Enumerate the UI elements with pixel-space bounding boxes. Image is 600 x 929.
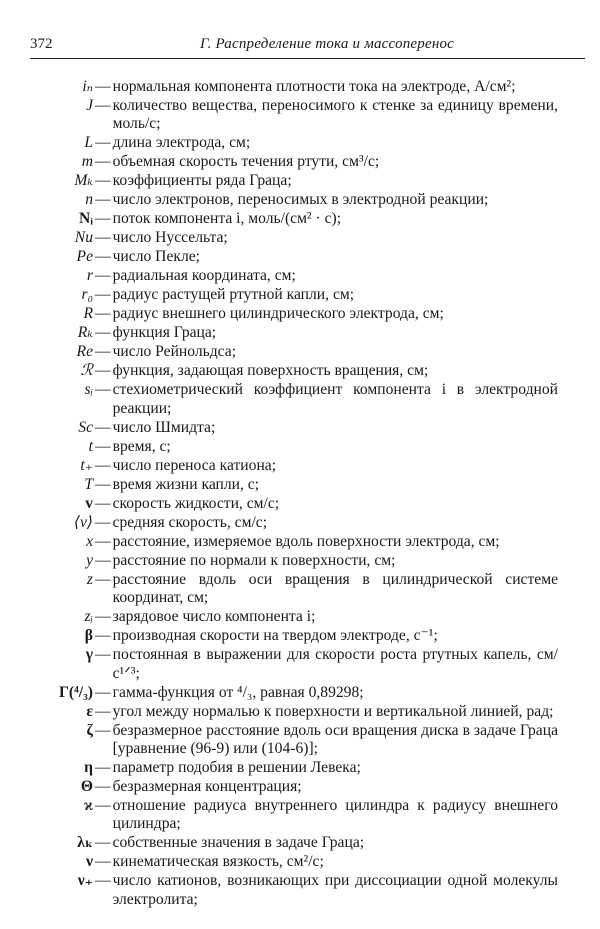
em-dash: —: [95, 418, 111, 436]
list-item: [0, 153, 600, 171]
definition: безразмерная концентрация;: [112, 778, 302, 796]
em-dash: —: [95, 343, 111, 361]
symbol: β: [84, 627, 93, 645]
em-dash: —: [95, 191, 111, 209]
list-item: [0, 834, 600, 852]
em-dash: —: [95, 627, 111, 645]
symbol: J: [86, 97, 93, 114]
definition: кинематическая вязкость, см²/с;: [112, 853, 324, 871]
definition: длина электрода, см;: [112, 134, 251, 152]
list-item: [0, 759, 600, 777]
em-dash: —: [95, 702, 111, 720]
em-dash: —: [95, 683, 111, 701]
em-dash: —: [95, 210, 111, 228]
symbol: R: [83, 305, 93, 323]
symbol: t: [88, 437, 93, 455]
symbol: γ: [85, 646, 93, 664]
list-item: [0, 457, 600, 475]
list-item: [0, 419, 600, 437]
definition: безразмерное расстояние вдоль оси вращения диска в задаче Граца [уравнение (96-9) или (104-6)];: [112, 721, 558, 758]
em-dash: —: [95, 78, 111, 95]
em-dash: —: [95, 172, 111, 190]
definition: собственные значения в задаче Граца;: [112, 834, 365, 852]
list-item: [0, 872, 600, 909]
symbol: Sc: [78, 418, 93, 436]
symbol: ν₊: [77, 872, 93, 890]
definition: параметр подобия в решении Левека;: [112, 759, 361, 777]
definition: угол между нормалью к поверхности и вертикальной линией, рад;: [112, 702, 554, 720]
definition: отношение радиуса внутреннего цилиндра к радиусу внешнего цилиндра;: [112, 797, 558, 833]
em-dash: —: [95, 778, 111, 796]
symbol: ⟨v⟩: [73, 513, 93, 531]
symbol: iₙ: [82, 78, 93, 95]
list-item: [0, 722, 600, 759]
definition: зарядовое число компонента i;: [112, 608, 316, 626]
list-item: [0, 210, 600, 228]
symbol: T: [84, 475, 93, 493]
em-dash: —: [95, 872, 111, 890]
list-item: [0, 552, 600, 570]
definition: число Рейнольдса;: [112, 343, 237, 361]
em-dash: —: [95, 834, 111, 852]
list-item: [0, 229, 600, 247]
symbol: r₀: [81, 286, 93, 304]
definition: расстояние по нормали к поверхности, см;: [112, 551, 396, 569]
definition: постоянная в выражении для скорости роста ртутных капель, см/с¹ᐟ³;: [112, 646, 558, 682]
symbol: z: [86, 570, 93, 588]
definition: средняя скорость, см/с;: [112, 513, 268, 531]
em-dash: —: [95, 286, 111, 304]
list-item: [0, 778, 600, 796]
em-dash: —: [95, 456, 111, 474]
symbol: Nᵢ: [78, 210, 93, 228]
symbol: Rₖ: [77, 324, 93, 342]
definition: гамма-функция от ⁴/₃, равная 0,89298;: [112, 683, 364, 701]
em-dash: —: [95, 153, 111, 171]
symbol: ν: [86, 853, 93, 871]
em-dash: —: [95, 362, 111, 380]
em-dash: —: [95, 305, 111, 323]
list-item: [0, 191, 600, 209]
symbol: n: [85, 191, 93, 209]
definition: радиальная координата, см;: [112, 267, 296, 285]
definition: число Нуссельта;: [112, 229, 228, 247]
list-item: [0, 853, 600, 871]
symbol: y: [86, 551, 93, 569]
em-dash: —: [95, 608, 111, 626]
symbol: Nu: [74, 229, 93, 247]
em-dash: —: [95, 267, 111, 285]
definition: радиус внешнего цилиндрического электрода, см;: [112, 305, 444, 323]
definition: объемная скорость течения ртути, см³/с;: [112, 153, 380, 171]
em-dash: —: [95, 721, 111, 739]
list-item: [0, 514, 600, 532]
symbol: zᵢ: [84, 608, 93, 626]
list-item: [0, 324, 600, 342]
em-dash: —: [95, 381, 111, 399]
symbol: ℛ: [80, 362, 93, 380]
em-dash: —: [95, 437, 111, 455]
definition: число катионов, возникающих при диссоциации одной молекулы электролита;: [112, 872, 558, 908]
symbol: Γ(⁴/₃): [59, 683, 93, 701]
list-item: [0, 172, 600, 190]
definition: стехиометрический коэффициент компонента i в электродной реакции;: [112, 381, 558, 417]
list-item: [0, 381, 600, 418]
em-dash: —: [95, 853, 111, 871]
list-item: [0, 267, 600, 285]
em-dash: —: [95, 570, 111, 588]
symbol: λₖ: [77, 834, 93, 852]
list-item: [0, 495, 600, 513]
definition: коэффициенты ряда Граца;: [112, 172, 292, 190]
symbol: ε: [86, 702, 93, 720]
symbol: Mₖ: [74, 172, 93, 190]
definition: число Шмидта;: [112, 418, 216, 436]
page-header: [30, 34, 585, 59]
list-item: [0, 571, 600, 608]
definition: производная скорости на твердом электроде, с⁻¹;: [112, 627, 438, 645]
list-item: [0, 362, 600, 380]
list-item: [0, 286, 600, 304]
list-item: [0, 797, 600, 834]
symbol: m: [81, 153, 93, 171]
em-dash: —: [95, 475, 111, 493]
definition: расстояние вдоль оси вращения в цилиндрической системе координат, см;: [112, 570, 558, 607]
em-dash: —: [95, 248, 111, 266]
definition: число переноса катиона;: [112, 456, 277, 474]
definition: расстояние, измеряемое вдоль поверхности электрода, см;: [112, 532, 500, 550]
em-dash: —: [95, 97, 111, 114]
symbol: r: [86, 267, 93, 285]
definition: функция, задающая поверхность вращения, см;: [112, 362, 429, 380]
list-item: [0, 305, 600, 323]
list-item: [0, 533, 600, 551]
list-item: [0, 438, 600, 456]
definition: число электронов, переносимых в электродной реакции;: [112, 191, 489, 209]
definition: поток компонента i, моль/(см² · с);: [112, 210, 342, 228]
list-item: [0, 343, 600, 361]
em-dash: —: [95, 513, 111, 531]
definition: нормальная компонента плотности тока на электроде, А/см²;: [112, 78, 516, 95]
symbol: η: [84, 759, 93, 777]
symbol: ϰ: [83, 797, 93, 815]
list-item: [0, 248, 600, 266]
symbol: Pe: [76, 248, 93, 266]
list-item: [0, 608, 600, 626]
definition: скорость жидкости, см/с;: [112, 494, 280, 512]
symbol: t₊: [80, 456, 93, 474]
symbol: x: [86, 532, 93, 550]
em-dash: —: [95, 134, 111, 152]
definition: количество вещества, переносимого к стенке за единицу времени, моль/с;: [112, 97, 558, 133]
definition: число Пекле;: [112, 248, 200, 266]
em-dash: —: [95, 324, 111, 342]
em-dash: —: [95, 759, 111, 777]
symbol: L: [84, 134, 93, 152]
list-item: [0, 627, 600, 645]
list-item: [0, 703, 600, 721]
em-dash: —: [95, 494, 111, 512]
running-title: Г. Распределение тока и массоперенос: [200, 36, 455, 52]
list-item: [0, 476, 600, 494]
definition: время, с;: [112, 437, 171, 455]
em-dash: —: [95, 551, 111, 569]
list-item: [0, 646, 600, 683]
list-item: [0, 134, 600, 152]
page-number: 372: [30, 36, 53, 52]
definition: время жизни капли, с;: [112, 475, 260, 493]
symbol: v: [85, 494, 93, 512]
definition: радиус растущей ртутной капли, см;: [112, 286, 355, 304]
em-dash: —: [95, 229, 111, 247]
em-dash: —: [95, 532, 111, 550]
list-item: [0, 78, 600, 96]
symbol: sᵢ: [84, 381, 93, 399]
symbol: Θ: [80, 778, 93, 796]
em-dash: —: [95, 797, 111, 815]
symbol-list: [0, 78, 600, 910]
em-dash: —: [95, 646, 111, 664]
list-item: [0, 97, 600, 134]
symbol: Re: [76, 343, 93, 361]
definition: функция Граца;: [112, 324, 217, 342]
list-item: [0, 684, 600, 702]
symbol: ζ: [86, 721, 93, 739]
